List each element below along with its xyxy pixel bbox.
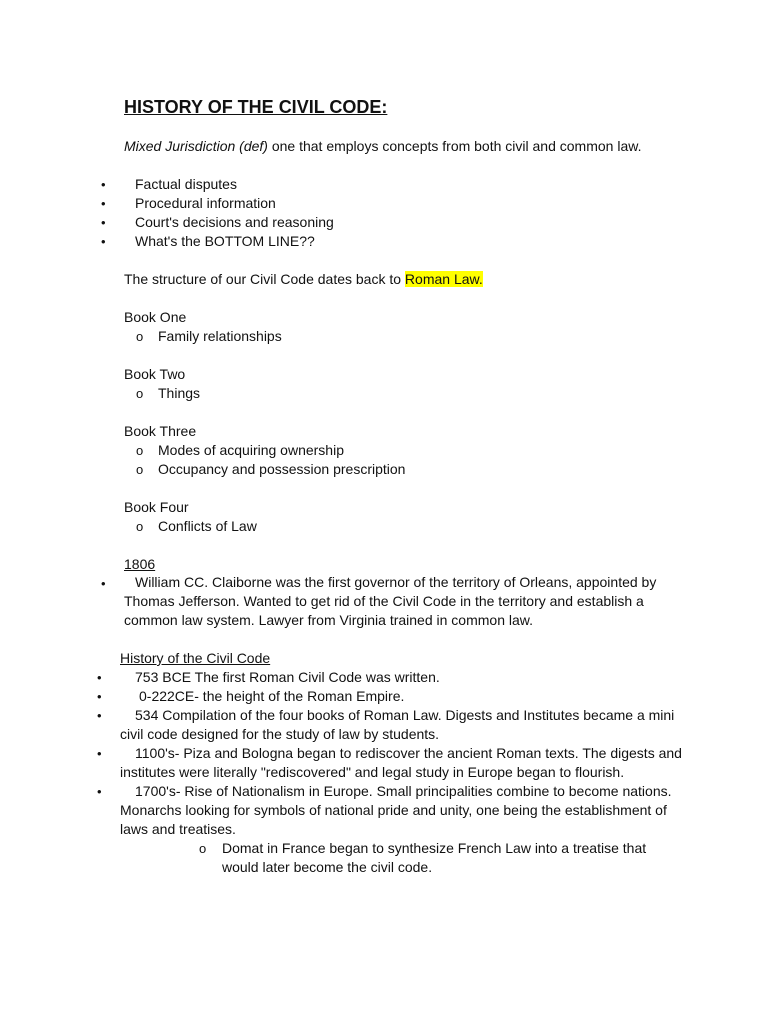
year-heading: 1806 [124,556,156,572]
history-line: 0-222CE- the height of the Roman Empire. [139,688,405,704]
highlighted-text: Roman Law. [404,271,483,287]
bullet-glyph: • [97,670,102,685]
bullet-glyph: • [101,234,106,249]
history-line: institutes were literally "rediscovered" and legal study in Europe began to flourish. [120,764,625,780]
list-item: Court's decisions and reasoning [135,214,334,230]
bullet-glyph: • [101,177,106,192]
list-item: Factual disputes [135,176,237,192]
book-heading: Book Two [124,366,186,382]
structure-text: The structure of our Civil Code dates back to [124,271,405,287]
definition-text: one that employs concepts from both civil and common law. [267,138,642,154]
book-heading: Book One [124,309,187,325]
history-line: 534 Compilation of the four books of Roman Law. Digests and Institutes became a mini [135,707,675,723]
book-heading: Book Four [124,499,189,515]
section-heading: History of the Civil Code [120,650,271,666]
bullet-glyph: • [97,708,102,723]
definition-paragraph [124,137,641,156]
domat-line: would later become the civil code. [222,859,433,875]
history-line: Monarchs looking for symbols of national pride and unity, one being the establishment of [120,802,667,818]
list-item: Procedural information [135,195,276,211]
circle-bullet-glyph: o [136,443,144,458]
list-item: Conflicts of Law [158,518,257,534]
list-item: Things [158,385,201,401]
bullet-glyph: • [97,784,102,799]
list-item: What's the BOTTOM LINE?? [135,233,315,249]
list-item: Occupancy and possession prescription [158,461,406,477]
history-line: laws and treatises. [120,821,236,837]
domat-line: Domat in France began to synthesize French Law into a treatise that [222,840,647,856]
claiborne-line: William CC. Claiborne was the first governor of the territory of Orleans, appointed by [135,574,657,590]
bullet-glyph: • [97,689,102,704]
page-title: HISTORY OF THE CIVIL CODE: [124,97,388,117]
circle-bullet-glyph: o [136,386,144,401]
structure-paragraph [124,270,483,289]
claiborne-line: common law system. Lawyer from Virginia trained in common law. [124,612,534,628]
history-line: 1700's- Rise of Nationalism in Europe. Small principalities combine to become nations. [135,783,672,799]
circle-bullet-glyph: o [136,329,144,344]
circle-bullet-glyph: o [199,841,207,856]
definition-term: Mixed Jurisdiction (def) [124,138,268,154]
claiborne-line: Thomas Jefferson. Wanted to get rid of the Civil Code in the territory and establish a [124,593,644,609]
circle-bullet-glyph: o [136,519,144,534]
bullet-glyph: • [101,576,106,591]
history-line: civil code designed for the study of law by students. [120,726,440,742]
bullet-glyph: • [101,196,106,211]
list-item: Family relationships [158,328,282,344]
circle-bullet-glyph: o [136,462,144,477]
history-line: 753 BCE The first Roman Civil Code was written. [135,669,440,685]
book-heading: Book Three [124,423,197,439]
list-item: Modes of acquiring ownership [158,442,344,458]
bullet-glyph: • [101,215,106,230]
bullet-glyph: • [97,746,102,761]
history-line: 1100's- Piza and Bologna began to rediscover the ancient Roman texts. The digests and [135,745,682,761]
